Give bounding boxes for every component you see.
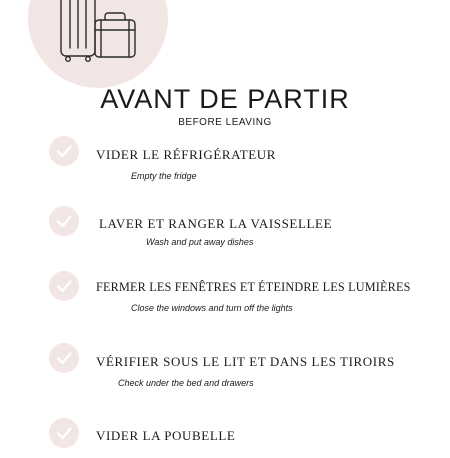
- page-title: AVANT DE PARTIR: [100, 84, 350, 114]
- checklist-item: [0, 206, 450, 246]
- item-label-fr: LAVER ET RANGER LA VAISSELLEE: [99, 216, 333, 231]
- item-label-en: Check under the bed and drawers: [118, 378, 254, 388]
- item-label-fr: FERMER LES FENÊTRES ET ÉTEINDRE LES LUMIÈRES: [96, 280, 411, 294]
- item-label-fr: VÉRIFIER SOUS LE LIT ET DANS LES TIROIRS: [96, 354, 395, 369]
- check-icon: [49, 271, 79, 301]
- checklist-item: [0, 418, 450, 458]
- check-icon: [49, 136, 79, 166]
- check-icon: [49, 343, 79, 373]
- checklist-item: [0, 271, 450, 311]
- page-subtitle: BEFORE LEAVING: [178, 117, 272, 128]
- luggage-icon: [55, 0, 150, 62]
- item-label-fr: VIDER LA POUBELLE: [96, 428, 236, 443]
- item-label-fr: VIDER LE RÉFRIGÉRATEUR: [96, 147, 277, 162]
- checklist-item: [0, 136, 450, 181]
- item-label-en: Empty the fridge: [131, 171, 197, 181]
- check-icon: [49, 418, 79, 448]
- check-icon: [49, 206, 79, 236]
- item-label-en: Wash and put away dishes: [146, 237, 254, 247]
- item-label-en: Close the windows and turn off the lights: [131, 303, 293, 313]
- checklist-item: [0, 343, 450, 388]
